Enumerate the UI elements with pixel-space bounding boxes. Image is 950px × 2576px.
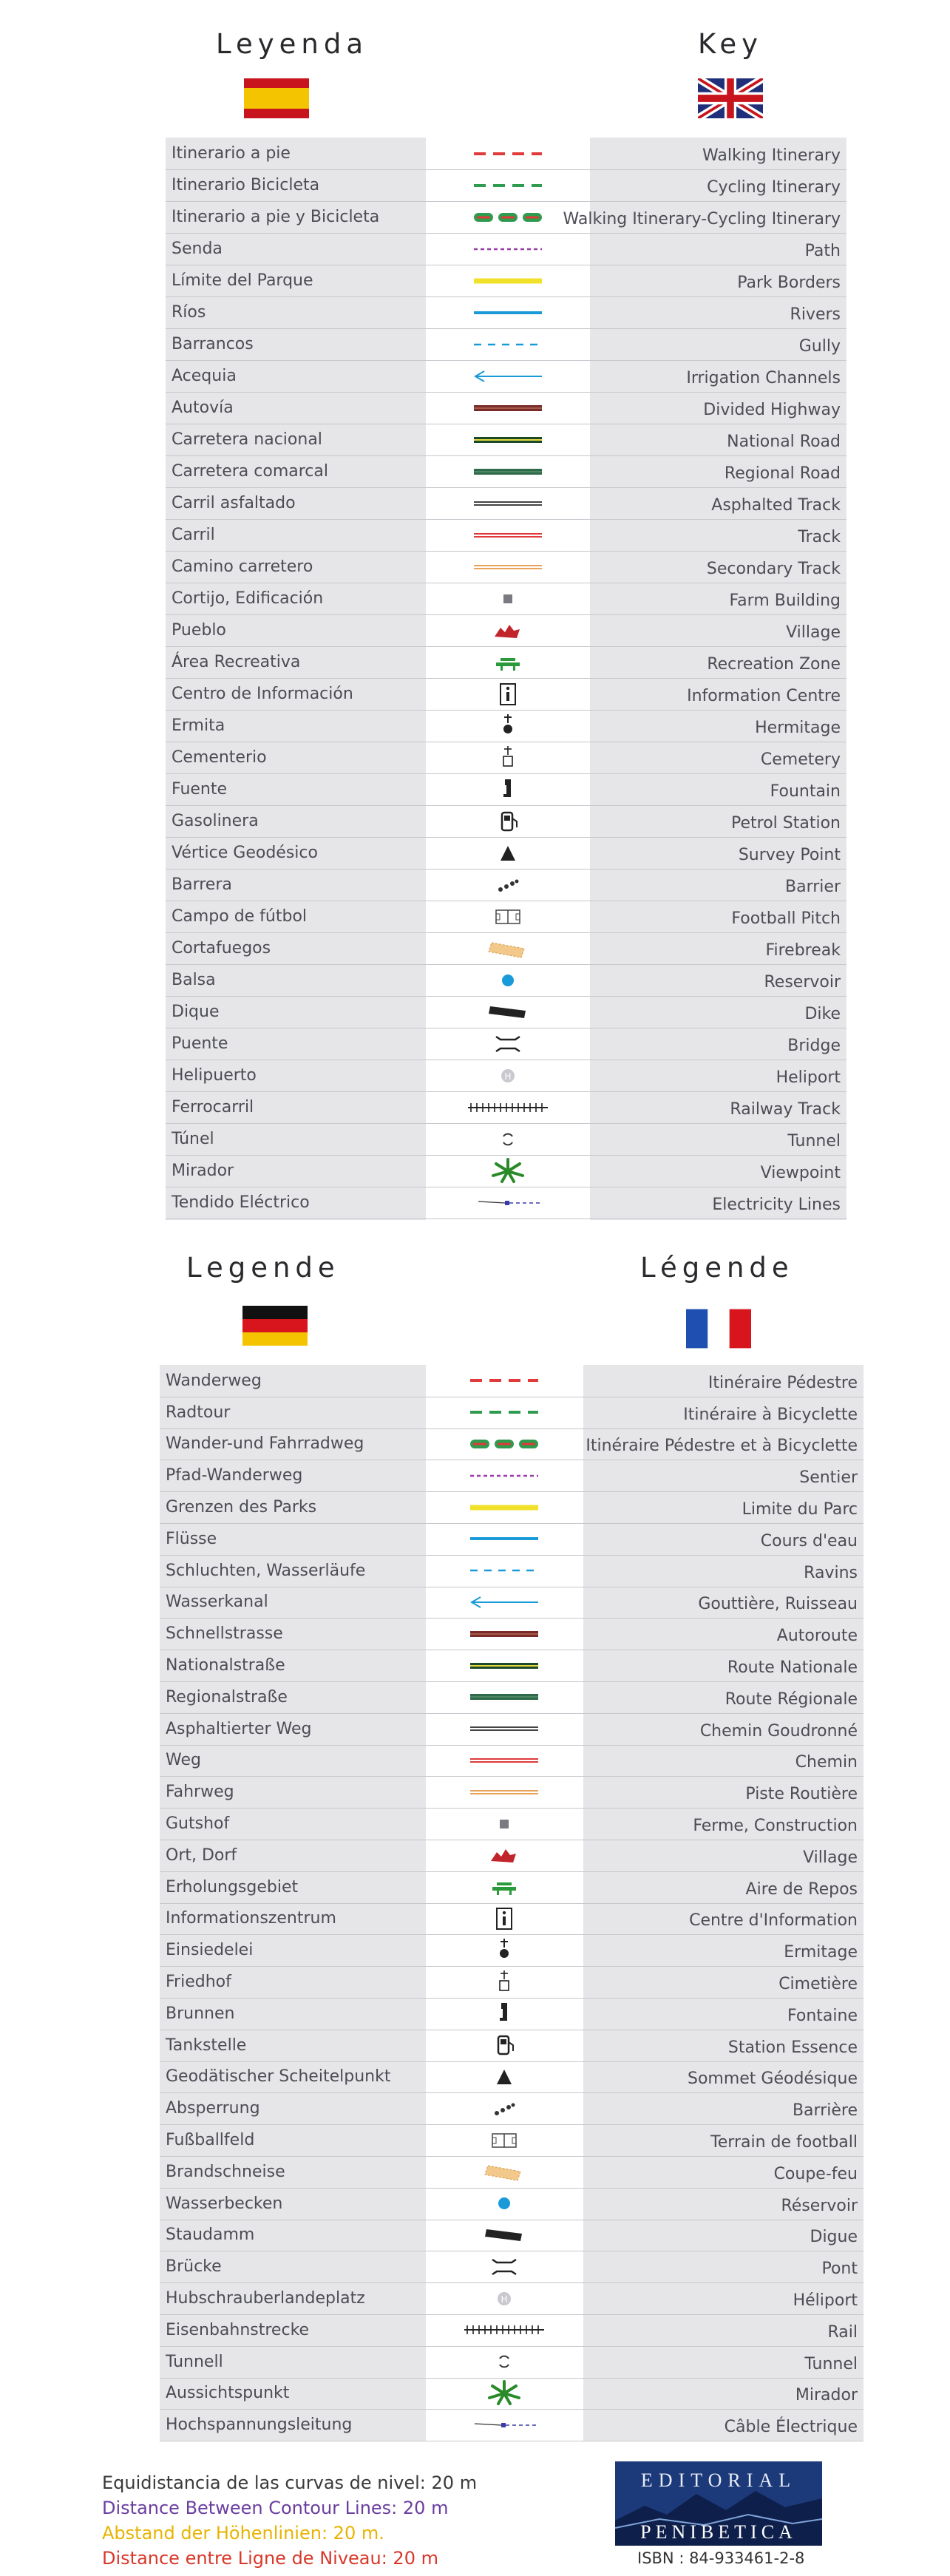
hermitage-icon [464, 710, 552, 742]
legend-row [166, 169, 846, 202]
legend-label-left: Tankstelle [166, 2036, 247, 2055]
gully-line [464, 328, 552, 360]
legend-row [160, 1587, 864, 1619]
legend-label-left: Grenzen des Parks [166, 1498, 317, 1517]
legend-label-right: Cours d'eau [760, 1531, 858, 1550]
svg-text:H: H [501, 2294, 508, 2305]
firebreak-icon [460, 2156, 549, 2188]
legend-label-left: Wander-und Fahrradweg [166, 1434, 364, 1454]
farm-building-icon [464, 583, 552, 614]
legend-table-de-fr [160, 1365, 864, 2441]
spain-flag-icon [244, 78, 309, 118]
legend-label-right: Bridge [787, 1037, 841, 1055]
village-icon [464, 614, 552, 646]
regional-road-line [464, 455, 552, 487]
legend-label-left: Dique [172, 1003, 220, 1021]
france-flag-icon [686, 1309, 751, 1349]
legend-label-left: Puente [172, 1034, 228, 1053]
divided-highway-line [460, 1618, 549, 1650]
legend-label-right: Itinéraire Pédestre [708, 1373, 858, 1392]
legend-label-right: Reservoir [764, 973, 841, 992]
legend-row [160, 1808, 864, 1840]
legend-label-left: Wanderweg [166, 1371, 262, 1390]
legend-row [166, 233, 846, 265]
legend-row [166, 1187, 846, 1219]
publisher-name-bottom: PENIBETICA [640, 2521, 797, 2543]
asphalted-track-line [460, 1713, 549, 1745]
legend-row [160, 1650, 864, 1682]
irrigation-arrow [464, 360, 552, 392]
legend-label-right: Héliport [793, 2291, 858, 2311]
bridge-icon [460, 2251, 549, 2282]
survey-point-icon [464, 837, 552, 869]
legend-row [166, 964, 846, 997]
legend-table-es-en [166, 138, 846, 1220]
legend-label-left: Brücke [166, 2257, 222, 2277]
legend-label-right: National Road [727, 433, 841, 451]
legend-label-left: Balsa [172, 971, 216, 989]
legend-label-right: Câble Électrique [724, 2418, 858, 2437]
national-road-line [460, 1650, 549, 1681]
recreation-zone-icon [460, 1871, 549, 1903]
legend-label-right: Football Pitch [731, 909, 841, 928]
legend-label-right: Terrain de football [710, 2133, 858, 2152]
legend-row [160, 2314, 864, 2347]
legend-label-left: Gasolinera [172, 812, 259, 830]
legend-label-left: Itinerario Bicicleta [172, 176, 320, 194]
legend-label-left: Cortijo, Edificación [172, 589, 324, 608]
legend-label-right: Rivers [790, 305, 841, 324]
legend-row [160, 1871, 864, 1904]
legend-row [166, 201, 846, 234]
legend-label-left: Barrancos [172, 335, 254, 353]
legend-row [166, 837, 846, 870]
football-pitch-icon [464, 901, 552, 932]
national-road-line [464, 424, 552, 455]
divided-highway-line [464, 392, 552, 424]
firebreak-icon [464, 932, 552, 964]
legend-label-right: Rail [827, 2322, 858, 2342]
cycling-line [464, 169, 552, 201]
legend-label-left: Erholungsgebiet [166, 1877, 299, 1897]
legend-label-right: Chemin [795, 1753, 858, 1772]
walking-line [464, 138, 552, 169]
legend-label-right: Regional Road [724, 464, 841, 483]
legend-label-right: Track [798, 528, 841, 546]
legend-label-right: Limite du Parc [742, 1500, 858, 1519]
publisher-name-top: EDITORIAL [640, 2470, 797, 2491]
legend-row [160, 1903, 864, 1936]
legend-label-left: Radtour [166, 1403, 231, 1422]
legend-label-right: Itinéraire à Bicyclette [683, 1405, 858, 1424]
bridge-icon [464, 1028, 552, 1060]
legend-label-left: Flüsse [166, 1529, 217, 1548]
legend-label-left: Pfad-Wanderweg [166, 1466, 303, 1485]
legend-label-left: Wasserkanal [166, 1593, 268, 1612]
legend-label-left: Itinerario a pie y Bicicleta [172, 208, 380, 226]
legend-label-left: Absperrung [166, 2099, 260, 2118]
dike-icon [464, 996, 552, 1028]
legend-label-right: Coupe-feu [773, 2164, 858, 2183]
legend-label-right: Ermitage [784, 1943, 858, 1962]
legend-row [160, 2061, 864, 2094]
legend-label-right: Firebreak [765, 941, 841, 960]
legend-label-left: Helipuerto [172, 1066, 257, 1085]
regional-road-line [460, 1681, 549, 1713]
legend-row [166, 742, 846, 774]
legend-label-left: Gutshof [166, 1814, 230, 1834]
legend-label-left: Cortafuegos [172, 939, 271, 957]
legend-row [166, 455, 846, 488]
hermitage-icon [460, 1934, 549, 1966]
legend-label-left: Friedhof [166, 1973, 231, 1992]
legend-row [160, 1523, 864, 1556]
irrigation-arrow [460, 1587, 549, 1619]
legend-row [166, 932, 846, 965]
legend-label-right: Barrière [792, 2101, 858, 2121]
legend-row [166, 901, 846, 933]
information-icon [464, 678, 552, 710]
legend-label-right: Sentier [799, 1468, 858, 1488]
legend-label-right: Gouttière, Ruisseau [698, 1595, 858, 1614]
legend-row [166, 614, 846, 647]
track-line [460, 1745, 549, 1777]
secondary-track-line [460, 1776, 549, 1808]
legend-label-left: Mirador [172, 1162, 234, 1180]
river-line [464, 296, 552, 328]
information-icon [460, 1903, 549, 1935]
contour-note-english: Distance Between Contour Lines: 20 m [102, 2498, 449, 2518]
legend-row [166, 1155, 846, 1187]
village-icon [460, 1840, 549, 1871]
legend-label-left: Brunnen [166, 2004, 235, 2023]
legend-label-left: Campo de fútbol [172, 907, 308, 926]
barrier-icon [464, 869, 552, 901]
legend-label-right: Fontaine [787, 2006, 858, 2025]
legend-label-right: Centre d'Information [689, 1911, 858, 1931]
legend-label-left: Carretera nacional [172, 430, 322, 449]
legend-label-left: Einsiedelei [166, 1941, 254, 1960]
legend-label-right: Gully [798, 337, 841, 356]
secondary-track-line [464, 551, 552, 583]
fountain-icon [464, 773, 552, 805]
legend-row [160, 2378, 864, 2410]
legend-row [160, 1365, 864, 1397]
legend-row [160, 1713, 864, 1746]
petrol-station-icon [460, 2030, 549, 2061]
cemetery-icon [464, 742, 552, 773]
legend-label-right: Réservoir [781, 2196, 858, 2215]
walking-cycling-line [460, 1428, 549, 1460]
legend-row [160, 2030, 864, 2062]
legend-label-left: Autovía [172, 399, 234, 417]
legend-label-left: Ort, Dorf [166, 1845, 237, 1865]
legend-row [166, 1091, 846, 1124]
legend-label-right: Village [786, 623, 841, 642]
legend-row [166, 678, 846, 711]
reservoir-icon [464, 964, 552, 996]
farm-building-icon [460, 1808, 549, 1840]
legend-label-right: Railway Track [730, 1100, 841, 1119]
legend-label-right: Route Nationale [727, 1658, 858, 1678]
legend-label-right: Cycling Itinerary [707, 178, 841, 197]
isbn-label: ISBN : 84-933461-2-8 [637, 2549, 805, 2567]
legend-label-left: Hubschrauberlandeplatz [166, 2289, 365, 2308]
legend-label-right: Walking Itinerary [702, 146, 841, 165]
asphalted-track-line [464, 487, 552, 519]
legend-row [160, 1934, 864, 1967]
dike-icon [460, 2220, 549, 2251]
legend-label-left: Carril asfaltado [172, 494, 296, 512]
legend-label-left: Vértice Geodésico [172, 844, 318, 862]
legend-label-left: Pueblo [172, 621, 226, 640]
legend-label-right: Sommet Géodésique [687, 2070, 858, 2089]
legend-label-left: Túnel [172, 1130, 214, 1148]
legend-label-left: Carretera comarcal [172, 462, 328, 481]
petrol-station-icon [464, 805, 552, 837]
legend-row [166, 265, 846, 297]
legend-label-right: Secondary Track [706, 560, 841, 578]
path-line [460, 1460, 549, 1491]
legend-label-left: Senda [172, 240, 223, 258]
legend-row [160, 2409, 864, 2441]
legend-row [166, 138, 846, 170]
legend-row [166, 1060, 846, 1092]
legend-label-right: Autoroute [776, 1627, 858, 1646]
legend-label-left: Weg [166, 1751, 201, 1770]
tunnel-icon [464, 1123, 552, 1155]
svg-text:H: H [504, 1071, 512, 1082]
heliport-icon [464, 1060, 552, 1091]
legend-row [160, 1998, 864, 2030]
legend-row [166, 996, 846, 1028]
legend-label-left: Aussichtspunkt [166, 2384, 290, 2403]
legend-label-left: Ferrocarril [172, 1098, 254, 1116]
legend-row [166, 296, 846, 329]
legend-label-left: Fahrweg [166, 1783, 234, 1802]
legend-row [166, 710, 846, 742]
legend-label-right: Heliport [776, 1068, 841, 1087]
legend-label-right: Chemin Goudronné [699, 1721, 858, 1741]
track-line [464, 519, 552, 551]
legend-label-right: Aire de Repos [745, 1880, 858, 1899]
legend-label-left: Fuente [172, 780, 228, 799]
cemetery-icon [460, 1966, 549, 1998]
railway-icon [460, 2314, 549, 2346]
legend-label-right: Hermitage [755, 719, 841, 737]
legend-row [160, 1745, 864, 1777]
legend-label-right: Dike [804, 1005, 841, 1023]
legend-row [160, 1966, 864, 1999]
legend-label-right: Farm Building [729, 592, 841, 610]
legend-label-right: Itinéraire Pédestre et à Bicyclette [586, 1437, 858, 1456]
viewpoint-icon [460, 2378, 549, 2410]
legend-label-right: Ferme, Construction [693, 1817, 858, 1836]
legend-label-right: Petrol Station [731, 814, 841, 833]
legend-label-left: Ermita [172, 716, 225, 735]
legend-label-right: Barrier [785, 878, 841, 896]
legend-row [160, 2346, 864, 2379]
legend-row [160, 2220, 864, 2252]
legend-row [160, 2251, 864, 2283]
legend-label-left: Wasserbecken [166, 2194, 283, 2213]
legend-label-right: Cimetière [778, 1975, 858, 1994]
legend-label-left: Cementerio [172, 748, 267, 767]
legend-row [160, 2092, 864, 2125]
legend-label-left: Fußballfeld [166, 2131, 255, 2150]
legend-label-right: Survey Point [738, 846, 841, 864]
legend-label-right: Recreation Zone [707, 655, 841, 674]
reservoir-icon [460, 2188, 549, 2220]
legend-label-right: Tunnel [787, 1132, 841, 1150]
legend-label-right: Irrigation Channels [686, 369, 841, 387]
legend-label-left: Eisenbahnstrecke [166, 2320, 310, 2339]
legend-row [166, 1028, 846, 1060]
legend-label-left: Tendido Eléctrico [172, 1193, 310, 1212]
legend-label-left: Límite del Parque [172, 271, 313, 290]
legend-row [166, 328, 846, 361]
park-border-line [460, 1491, 549, 1523]
walking-cycling-line [464, 201, 552, 233]
legend-label-right: Mirador [795, 2386, 858, 2405]
legend-label-left: Schluchten, Wasserläufe [166, 1561, 366, 1580]
legend-row [160, 1681, 864, 1714]
legend-row [160, 1618, 864, 1650]
legend-label-right: Asphalted Track [711, 496, 841, 515]
heliport-icon [460, 2282, 549, 2314]
legend-row [166, 519, 846, 552]
contour-note-spanish: Equidistancia de las curvas de nivel: 20 m [102, 2472, 478, 2493]
legend-label-left: Geodätischer Scheitelpunkt [166, 2067, 391, 2087]
river-line [460, 1523, 549, 1555]
fountain-icon [460, 1998, 549, 2030]
legend-label-right: Park Borders [737, 274, 841, 292]
legend-row [166, 805, 846, 838]
walking-line [460, 1365, 549, 1397]
park-border-line [464, 265, 552, 296]
legend-label-left: Itinerario a pie [172, 144, 291, 163]
legend-label-right: Ravins [804, 1563, 858, 1582]
cycling-line [460, 1397, 549, 1428]
germany-flag-icon [242, 1306, 308, 1346]
heading-french: Légende [640, 1252, 794, 1284]
legend-row [160, 1397, 864, 1429]
tunnel-icon [460, 2346, 549, 2378]
legend-row [166, 583, 846, 615]
legend-label-right: Piste Routière [745, 1785, 858, 1804]
legend-label-left: Centro de Información [172, 685, 353, 703]
legend-label-right: Tunnel [804, 2354, 858, 2373]
legend-label-right: Walking Itinerary-Cycling Itinerary [563, 210, 841, 228]
legend-row [166, 869, 846, 901]
legend-row [160, 1555, 864, 1587]
legend-label-right: Digue [810, 2228, 858, 2247]
legend-label-right: Viewpoint [760, 1164, 841, 1182]
legend-row [160, 2188, 864, 2220]
legend-label-right: Fountain [770, 782, 841, 801]
legend-label-left: Asphaltierter Weg [166, 1719, 312, 1738]
legend-row [166, 1123, 846, 1156]
legend-label-right: Pont [821, 2260, 858, 2279]
electricity-icon [464, 1187, 552, 1218]
legend-label-left: Schnellstrasse [166, 1624, 283, 1644]
legend-row [160, 1460, 864, 1492]
legend-label-right: Information Centre [687, 687, 841, 705]
legend-label-left: Acequia [172, 367, 237, 385]
legend-label-left: Regionalstraße [166, 1687, 288, 1706]
legend-label-right: Electricity Lines [712, 1196, 841, 1214]
legend-row [160, 1491, 864, 1524]
path-line [464, 233, 552, 265]
legend-row [166, 392, 846, 424]
legend-label-right: Divided Highway [703, 401, 841, 419]
legend-row [160, 2156, 864, 2189]
heading-german: Legende [186, 1252, 340, 1284]
legend-row [160, 1776, 864, 1809]
survey-point-icon [460, 2061, 549, 2093]
legend-label-left: Barrera [172, 875, 232, 894]
legend-label-left: Tunnell [166, 2352, 223, 2371]
legend-label-left: Informationszentrum [166, 1909, 336, 1928]
legend-row [166, 487, 846, 520]
legend-row [166, 773, 846, 806]
legend-row [166, 551, 846, 583]
uk-flag-icon [698, 78, 763, 118]
legend-label-left: Camino carretero [172, 557, 313, 576]
legend-row [166, 424, 846, 456]
legend-label-left: Área Recreativa [172, 653, 301, 671]
legend-label-right: Route Régionale [725, 1689, 858, 1709]
legend-label-left: Nationalstraße [166, 1656, 285, 1675]
legend-label-right: Cemetery [760, 750, 841, 769]
legend-row [160, 2124, 864, 2157]
heading-spanish: Leyenda [216, 28, 368, 60]
legend-row [166, 360, 846, 393]
publisher-logo [615, 2461, 822, 2546]
legend-label-right: Station Essence [727, 2038, 858, 2057]
legend-label-right: Path [804, 242, 841, 260]
contour-note-german: Abstand der Höhenlinien: 20 m. [102, 2523, 384, 2543]
electricity-icon [460, 2409, 549, 2441]
legend-label-left: Hochspannungsleitung [166, 2416, 353, 2435]
legend-label-left: Staudamm [166, 2226, 255, 2245]
recreation-zone-icon [464, 646, 552, 678]
heading-english: Key [698, 28, 764, 60]
legend-label-left: Brandschneise [166, 2162, 285, 2181]
legend-label-left: Carril [172, 526, 215, 544]
football-pitch-icon [460, 2124, 549, 2156]
legend-row [160, 1428, 864, 1461]
legend-row [166, 646, 846, 679]
legend-row [160, 2282, 864, 2315]
barrier-icon [460, 2092, 549, 2124]
viewpoint-icon [464, 1155, 552, 1187]
legend-label-left: Ríos [172, 303, 206, 322]
contour-note-french: Distance entre Ligne de Niveau: 20 m [102, 2548, 438, 2569]
railway-icon [464, 1091, 552, 1123]
legend-label-right: Village [803, 1848, 858, 1867]
legend-row [160, 1840, 864, 1872]
gully-line [460, 1555, 549, 1587]
